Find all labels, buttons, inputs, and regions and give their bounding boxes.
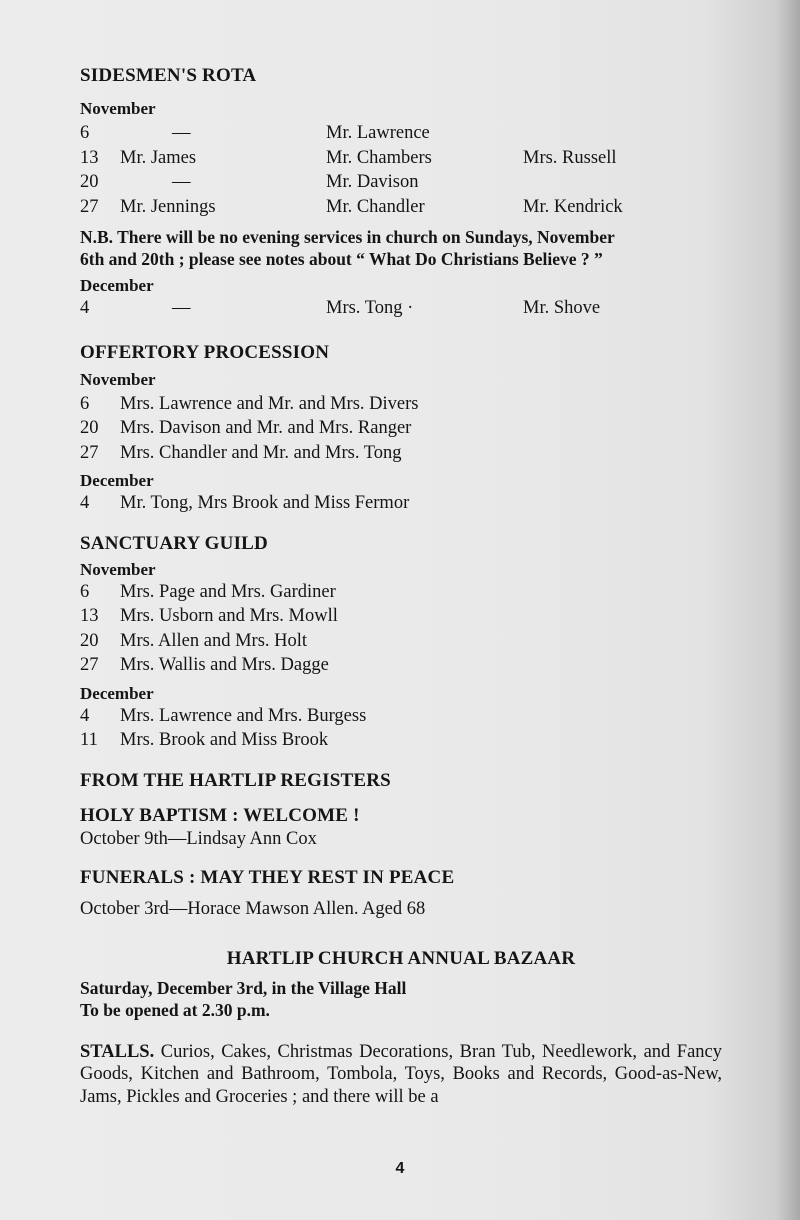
row-col3: Mr. Davison [326, 172, 419, 192]
row-day: 20 [80, 172, 99, 192]
row-col2: — [172, 298, 191, 318]
row-text: Mr. Tong, Mrs Brook and Miss Fermor [120, 493, 410, 513]
list-item [80, 392, 722, 417]
sanctuary-month-november: November [80, 559, 156, 579]
bazaar-opening-time: To be opened at 2.30 p.m. [80, 999, 270, 1020]
offertory-month-november: November [80, 369, 156, 389]
stalls-label: STALLS. [80, 1041, 155, 1062]
sidesmen-note [80, 226, 722, 270]
sidesmen-heading: SIDESMEN'S ROTA [80, 65, 257, 86]
list-item [80, 704, 722, 729]
sanctuary-heading: SANCTUARY GUILD [80, 532, 268, 554]
row-col4 [523, 121, 722, 146]
registers-heading: FROM THE HARTLIP REGISTERS [80, 769, 391, 791]
row-day: 20 [80, 630, 99, 651]
row-day: 27 [80, 196, 99, 217]
baptism-heading: HOLY BAPTISM : WELCOME ! [80, 804, 360, 826]
bazaar-heading: HARTLIP CHURCH ANNUAL BAZAAR [226, 947, 576, 969]
list-item [80, 491, 722, 516]
list-item [80, 604, 722, 629]
row-col3: Mr. Lawrence [326, 123, 430, 143]
row-day: 13 [80, 606, 99, 626]
page-number: 4 [395, 1160, 405, 1177]
funerals-heading: FUNERALS : MAY THEY REST IN PEACE [80, 867, 455, 888]
offertory-december-list [80, 491, 722, 516]
row-day: 27 [80, 442, 99, 463]
row-text: Mrs. Wallis and Mrs. Dagge [120, 655, 329, 675]
row-day: 27 [80, 655, 99, 675]
row-day: 4 [80, 493, 90, 513]
list-item [80, 629, 722, 654]
row-col2: — [172, 172, 191, 192]
row-col4: Mr. Kendrick [523, 196, 623, 217]
row-col2: — [172, 123, 191, 143]
table-row [80, 170, 722, 195]
funerals-entry: October 3rd—Horace Mawson Allen. Aged 68 [80, 899, 426, 919]
list-item [80, 580, 722, 605]
table-row [80, 146, 722, 171]
sidesmen-december-table [80, 296, 722, 321]
sanctuary-november-list [80, 580, 722, 678]
table-row [80, 195, 722, 220]
sidesmen-month-december: December [80, 276, 154, 295]
row-day: 13 [80, 147, 99, 168]
note-line-1: N.B. There will be no evening services in church on Sundays, November [80, 227, 615, 247]
row-text: Mrs. Chandler and Mr. and Mrs. Tong [120, 442, 402, 463]
list-item [80, 441, 722, 466]
list-item [80, 728, 722, 753]
bazaar-date: Saturday, December 3rd, in the Village Hall [80, 977, 407, 998]
offertory-heading: OFFERTORY PROCESSION [80, 341, 330, 363]
sanctuary-december-list [80, 704, 722, 753]
offertory-november-list [80, 392, 722, 466]
list-item [80, 653, 722, 678]
row-day: 4 [80, 705, 90, 726]
row-col2: Mr. James [120, 147, 197, 168]
row-text: Mrs. Davison and Mr. and Mrs. Ranger [120, 418, 412, 438]
sidesmen-november-table [80, 121, 722, 219]
offertory-month-december: December [80, 471, 154, 490]
row-col4 [523, 170, 722, 195]
row-day: 6 [80, 393, 90, 414]
row-text: Mrs. Usborn and Mrs. Mowll [120, 606, 338, 626]
note-line-2: 6th and 20th ; please see notes about “ What Do Christians Believe ? ” [80, 249, 603, 269]
row-col2: Mr. Jennings [120, 196, 216, 217]
row-day: 20 [80, 418, 99, 438]
bazaar-stalls [80, 1041, 722, 1109]
row-text: Mrs. Brook and Miss Brook [120, 730, 329, 750]
sidesmen-month-november: November [80, 99, 156, 118]
list-item [80, 416, 722, 441]
row-col3: Mr. Chambers [326, 147, 432, 168]
row-day: 11 [80, 730, 98, 750]
row-col3: Mrs. Tong · [326, 298, 414, 318]
row-text: Mrs. Lawrence and Mr. and Mrs. Divers [120, 393, 419, 414]
page-content [80, 60, 722, 1108]
row-text: Mrs. Lawrence and Mrs. Burgess [120, 705, 367, 726]
row-col4: Mr. Shove [523, 298, 601, 318]
row-day: 4 [80, 298, 90, 318]
row-text: Mrs. Allen and Mrs. Holt [120, 630, 308, 651]
row-day: 6 [80, 581, 90, 602]
row-col4: Mrs. Russell [523, 147, 617, 168]
row-day: 6 [80, 123, 90, 143]
baptism-entry: October 9th—Lindsay Ann Cox [80, 828, 317, 849]
row-col3: Mr. Chandler [326, 196, 425, 217]
table-row [80, 296, 722, 321]
table-row [80, 121, 722, 146]
sanctuary-month-december: December [80, 683, 154, 703]
row-text: Mrs. Page and Mrs. Gardiner [120, 581, 336, 602]
stalls-text: Curios, Cakes, Christmas Decorations, Bran Tub, Needlework, and Fancy Goods, Kitchen and Bathroom, Tombola, Toys, Books and Records, Good-as-New, Jams, Pickles and Groceries ; and there will be a [80, 1041, 722, 1107]
